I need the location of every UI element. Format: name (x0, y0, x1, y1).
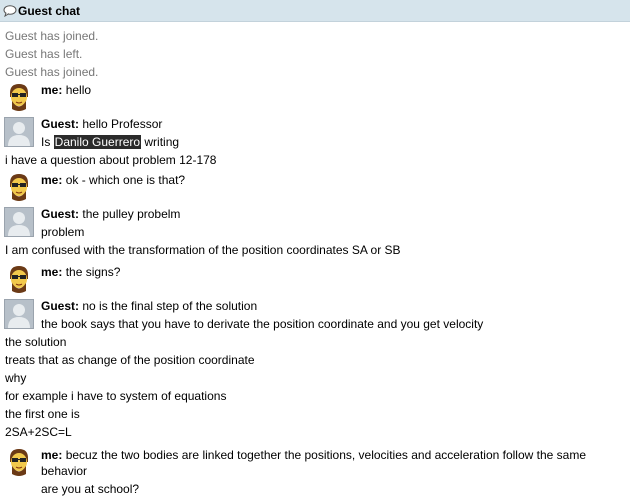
sender-guest: Guest: (41, 117, 80, 131)
chat-message-line: the solution (5, 335, 67, 349)
chat-message: me: hello (41, 83, 92, 97)
chat-message-line: i have a question about problem 12-178 (5, 153, 217, 167)
chat-title: Guest chat (18, 3, 81, 18)
sender-guest: Guest: (41, 207, 80, 221)
chat-message: Guest: the pulley probelm (41, 207, 181, 221)
chat-message: me: becuz the two bodies are linked together the positions, velocities and acceleration follow the same (41, 448, 586, 462)
me-avatar (4, 264, 34, 294)
speech-bubble-icon (3, 5, 17, 17)
chat-message-line: 2SA+2SC=L (5, 425, 72, 439)
chat-message: Guest: hello Professor (41, 117, 163, 131)
chat-message: me: the signs? (41, 265, 121, 279)
me-avatar (4, 172, 34, 202)
chat-message-line: why (5, 371, 27, 385)
sender-me: me: (41, 265, 63, 279)
chat-message: Guest: no is the final step of the solution (41, 299, 258, 313)
highlighted-name: Danilo Guerrero (54, 135, 141, 149)
chat-message-line: for example i have to system of equations (5, 389, 227, 403)
guest-avatar (4, 299, 34, 329)
chat-message-line: problem (41, 225, 85, 239)
sender-guest: Guest: (41, 299, 80, 313)
chat-message: me: ok - which one is that? (41, 173, 186, 187)
system-message: Guest has joined. (5, 65, 99, 79)
chat-message-line: the first one is (5, 407, 80, 421)
guest-avatar (4, 207, 34, 237)
chat-message-line: behavior (41, 464, 88, 478)
sender-me: me: (41, 173, 63, 187)
chat-message-line: I am confused with the transformation of the position coordinates SA or SB (5, 243, 401, 257)
chat-message-line: the book says that you have to derivate the position coordinate and you get velocity (41, 317, 484, 331)
sender-me: me: (41, 83, 63, 97)
guest-avatar (4, 117, 34, 147)
system-message: Guest has left. (5, 47, 83, 61)
chat-header (0, 0, 630, 22)
chat-message-line: treats that as change of the position coordinate (5, 353, 255, 367)
me-avatar (4, 447, 34, 477)
system-message: Guest has joined. (5, 29, 99, 43)
chat-message-line: are you at school? (41, 482, 140, 496)
sender-me: me: (41, 448, 63, 462)
me-avatar (4, 82, 34, 112)
chat-message-line: Is Danilo Guerrero writing (41, 135, 180, 149)
